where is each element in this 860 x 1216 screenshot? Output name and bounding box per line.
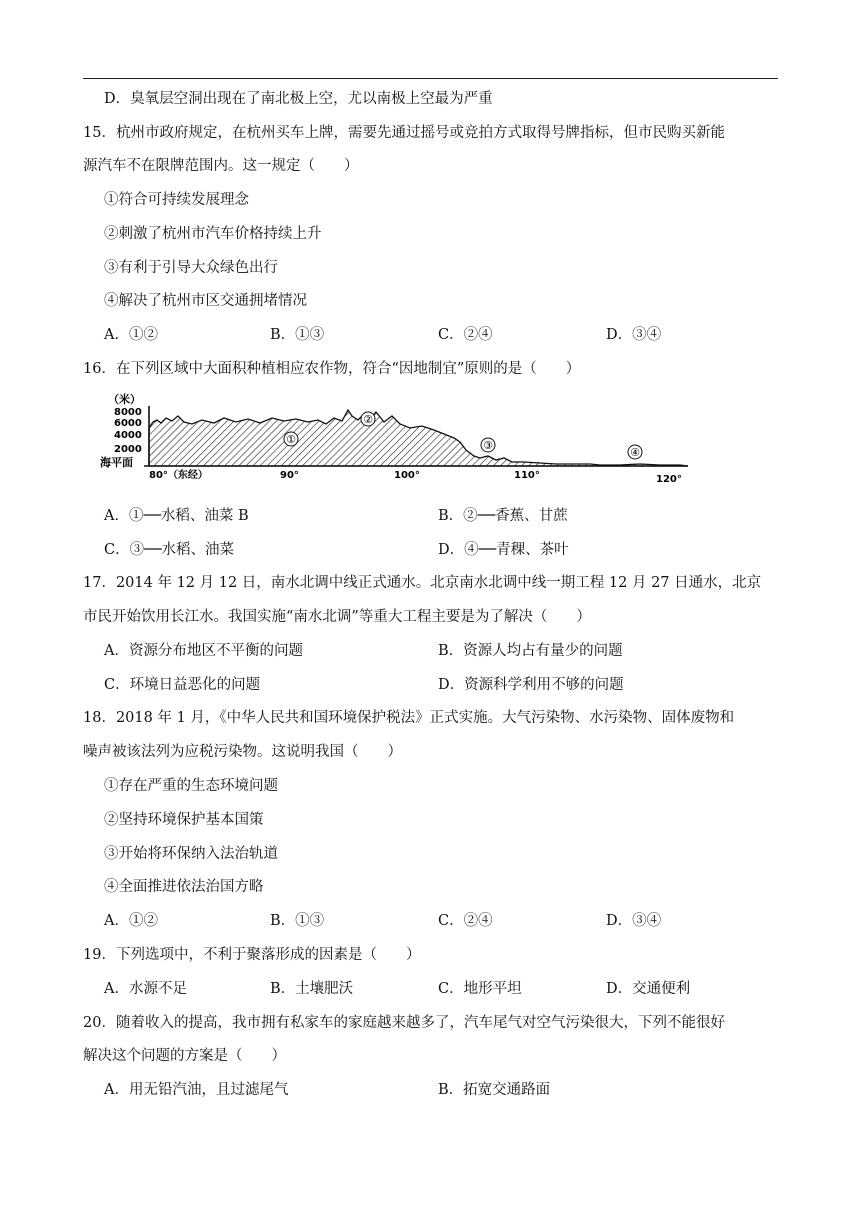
q19-option-b[interactable]: B．土壤肥沃: [270, 981, 354, 997]
q15-option-d[interactable]: D．③④: [606, 327, 662, 343]
elev-tick-8000: 8000: [114, 407, 142, 418]
q17-option-d[interactable]: D．资源科学利用不够的问题: [438, 677, 624, 693]
q15-item-3: ③有利于引导大众绿色出行: [104, 260, 278, 276]
q14-option-d: D．臭氧层空洞出现在了南北极上空，尤以南极上空最为严重: [104, 91, 493, 107]
lon-tick-100: 100°: [394, 470, 420, 481]
q18-option-b[interactable]: B．①③: [270, 913, 325, 929]
q18-item-1: ①存在严重的生态环境问题: [104, 778, 278, 794]
q15-stem-line1: 15．杭州市政府规定，在杭州买车上牌，需要先通过摇号或竞拍方式取得号牌指标，但市民购买新能: [83, 125, 725, 141]
q20-option-b[interactable]: B．拓宽交通路面: [438, 1082, 551, 1098]
q16-option-c[interactable]: C．③──水稻、油菜: [104, 542, 235, 558]
q16-stem: 16．在下列区域中大面积种植相应农作物，符合“因地制宜”原则的是（ ）: [83, 361, 581, 377]
lon-tick-110: 110°: [514, 470, 540, 481]
q19-option-c[interactable]: C．地形平坦: [438, 981, 522, 997]
header-rule: [83, 78, 778, 79]
q15-option-b[interactable]: B．①③: [270, 327, 325, 343]
q15-item-1: ①符合可持续发展理念: [104, 192, 249, 208]
q19-stem: 19．下列选项中，不利于聚落形成的因素是（ ）: [83, 947, 421, 963]
q20-stem-line1: 20．随着收入的提高，我市拥有私家车的家庭越来越多了，汽车尾气对空气污染很大，下列不能很好: [83, 1015, 725, 1031]
q15-item-4: ④解决了杭州市区交通拥堵情况: [104, 293, 307, 309]
marker-2-label: ②: [363, 413, 373, 426]
q15-option-a[interactable]: A．①②: [104, 327, 158, 343]
q19-option-a[interactable]: A．水源不足: [104, 981, 187, 997]
lon-tick-80: 80°（东经）: [149, 470, 208, 481]
marker-3-label: ③: [483, 439, 493, 452]
q18-item-3: ③开始将环保纳入法治轨道: [104, 846, 278, 862]
q20-stem-line2: 解决这个问题的方案是（ ）: [83, 1048, 286, 1064]
q15-item-2: ②刺激了杭州市汽车价格持续上升: [104, 226, 322, 242]
q17-option-c[interactable]: C．环境日益恶化的问题: [104, 677, 261, 693]
q18-stem-line1: 18．2018 年 1 月，《中华人民共和国环境保护税法》正式实施。大气污染物、水污染物、固体废物和: [83, 710, 735, 726]
marker-4-label: ④: [630, 446, 640, 459]
marker-1-label: ①: [286, 433, 296, 446]
terrain-profile-diagram: [100, 392, 692, 484]
elev-tick-6000: 6000: [114, 418, 142, 429]
q17-option-a[interactable]: A．资源分布地区不平衡的问题: [104, 643, 303, 659]
q19-option-d[interactable]: D．交通便利: [606, 981, 691, 997]
q16-option-d[interactable]: D．④──青稞、茶叶: [438, 542, 569, 558]
profile-unit-label: （米）: [108, 393, 141, 406]
q18-option-a[interactable]: A．①②: [104, 913, 158, 929]
q15-stem-line2: 源汽车不在限牌范围内。这一规定（ ）: [83, 158, 359, 174]
terrain-profile: [149, 410, 688, 466]
q18-option-c[interactable]: C．②④: [438, 913, 493, 929]
q18-stem-line2: 噪声被该法列为应税污染物。这说明我国（ ）: [83, 744, 402, 760]
q18-item-2: ②坚持环境保护基本国策: [104, 812, 264, 828]
sea-level-label: 海平面: [100, 456, 133, 469]
q17-stem-line1: 17．2014 年 12 月 12 日，南水北调中线正式通水。北京南水北调中线一期工程 12 月 27 日通水，北京: [83, 575, 762, 591]
q16-option-b[interactable]: B．②──香蕉、甘蔗: [438, 508, 568, 524]
q15-option-c[interactable]: C．②④: [438, 327, 493, 343]
q16-option-a[interactable]: A．①──水稻、油菜 B: [104, 508, 249, 524]
q17-option-b[interactable]: B．资源人均占有量少的问题: [438, 643, 623, 659]
q18-option-d[interactable]: D．③④: [606, 913, 662, 929]
lon-tick-120: 120°: [656, 474, 682, 484]
elev-tick-4000: 4000: [114, 430, 142, 441]
q17-stem-line2: 市民开始饮用长江水。我国实施“南水北调”等重大工程主要是为了解决（ ）: [83, 609, 591, 625]
q18-item-4: ④全面推进依法治国方略: [104, 879, 264, 895]
elev-tick-2000: 2000: [114, 444, 142, 455]
q20-option-a[interactable]: A．用无铅汽油，且过滤尾气: [104, 1082, 289, 1098]
lon-tick-90: 90°: [280, 470, 299, 481]
